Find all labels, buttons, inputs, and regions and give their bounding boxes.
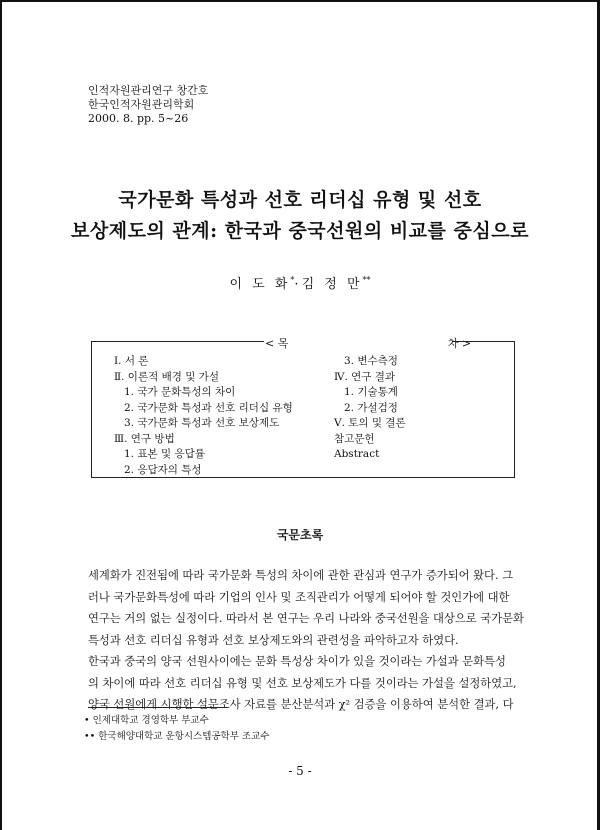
abstract-line: 러나 국가문화특성에 따라 기업의 인사 및 조직관리가 어떻게 되어야 할 것인가에 대한 (88, 590, 510, 604)
toc-item: Ⅰ. 서 론 (114, 355, 149, 367)
abstract-line: 한국과 중국의 양국 선원사이에는 문화 특성상 차이가 있을 것이라는 가설과 문화특성 (88, 655, 506, 668)
toc-left-column (114, 354, 293, 478)
footnote-rule (88, 707, 228, 708)
toc-header-left: < 목 (265, 337, 289, 350)
author-1: 이 도 화 (229, 277, 291, 292)
footnote-1: • 인제대학교 경영학부 부교수 (84, 715, 209, 726)
toc-header-rule-right (452, 341, 514, 342)
author-2: 김 정 만 (301, 277, 363, 292)
journal-info (88, 84, 208, 126)
footnotes (84, 713, 269, 745)
author-1-mark: * (290, 275, 295, 285)
page-border-left (0, 0, 2, 830)
footnote-2: •• 한국해양대학교 운항시스템공학부 조교수 (84, 731, 270, 742)
journal-society: 한국인적자원관리학회 (88, 98, 195, 111)
toc-item: 참고문헌 (334, 432, 375, 445)
abstract-line: 세계화가 진전됨에 따라 국가문화 특성의 차이에 관한 관심과 연구가 증가되어 왔다. 그 (88, 569, 514, 582)
toc-item: Ⅴ. 토의 및 결론 (334, 417, 406, 429)
page-number: - 5 - (288, 764, 312, 778)
table-of-contents (91, 337, 515, 478)
toc-item: 2. 응답자의 특성 (124, 463, 202, 476)
paper-title-line1: 국가문화 특성과 선호 리더십 유형 및 선호 (118, 189, 482, 211)
abstract-body (88, 565, 524, 716)
abstract-line: 특성과 선호 리더십 유형과 선호 보상제도와의 관련성을 파악하고자 하였다. (88, 633, 459, 647)
toc-item: 2. 국가문화 특성과 선호 리더십 유형 (124, 401, 293, 414)
journal-name: 인적자원관리연구 창간호 (88, 84, 209, 97)
abstract-line: 의 차이에 따라 선호 리더십 유형 및 선호 보상제도가 다를 것이라는 가설을 설정하였고, (88, 676, 517, 690)
author-2-mark: ** (362, 275, 371, 285)
toc-item: 2. 가설검정 (344, 401, 398, 414)
author-separator: · (294, 277, 302, 292)
toc-item: 1. 표본 및 응답률 (124, 448, 205, 460)
journal-issue: 2000. 8. pp. 5~26 (88, 112, 189, 125)
toc-item: 1. 국가 문화특성의 차이 (124, 386, 236, 398)
authors (0, 273, 600, 292)
toc-item: 1. 기술통계 (344, 386, 398, 398)
page-border-top (0, 0, 600, 2)
toc-right-column (334, 354, 406, 463)
abstract-line: 양국 선원에게 시행한 설문조사 자료를 분산분석과 χ² 검증을 이용하여 분석한 결과, 다 (88, 698, 514, 711)
toc-item: Abstract (334, 448, 380, 460)
toc-header-rule-left (92, 341, 262, 342)
toc-item: Ⅱ. 이론적 배경 및 가설 (114, 370, 219, 383)
toc-item: Ⅳ. 연구 결과 (334, 370, 396, 383)
toc-item: 3. 변수측정 (344, 355, 398, 367)
toc-header-label (264, 335, 472, 351)
toc-header-right: 차 > (447, 337, 472, 350)
abstract-title: 국문초록 (276, 528, 324, 542)
toc-item: Ⅲ. 연구 방법 (114, 432, 175, 445)
abstract-line: 연구는 거의 없는 실정이다. 따라서 본 연구는 우리 나라와 중국선원을 대상으로 국가문화 (88, 612, 524, 625)
paper-title-line2: 보상제도의 관계: 한국과 중국선원의 비교를 중심으로 (71, 220, 529, 242)
toc-item: 3. 국가문화 특성과 선호 보상제도 (124, 417, 280, 429)
